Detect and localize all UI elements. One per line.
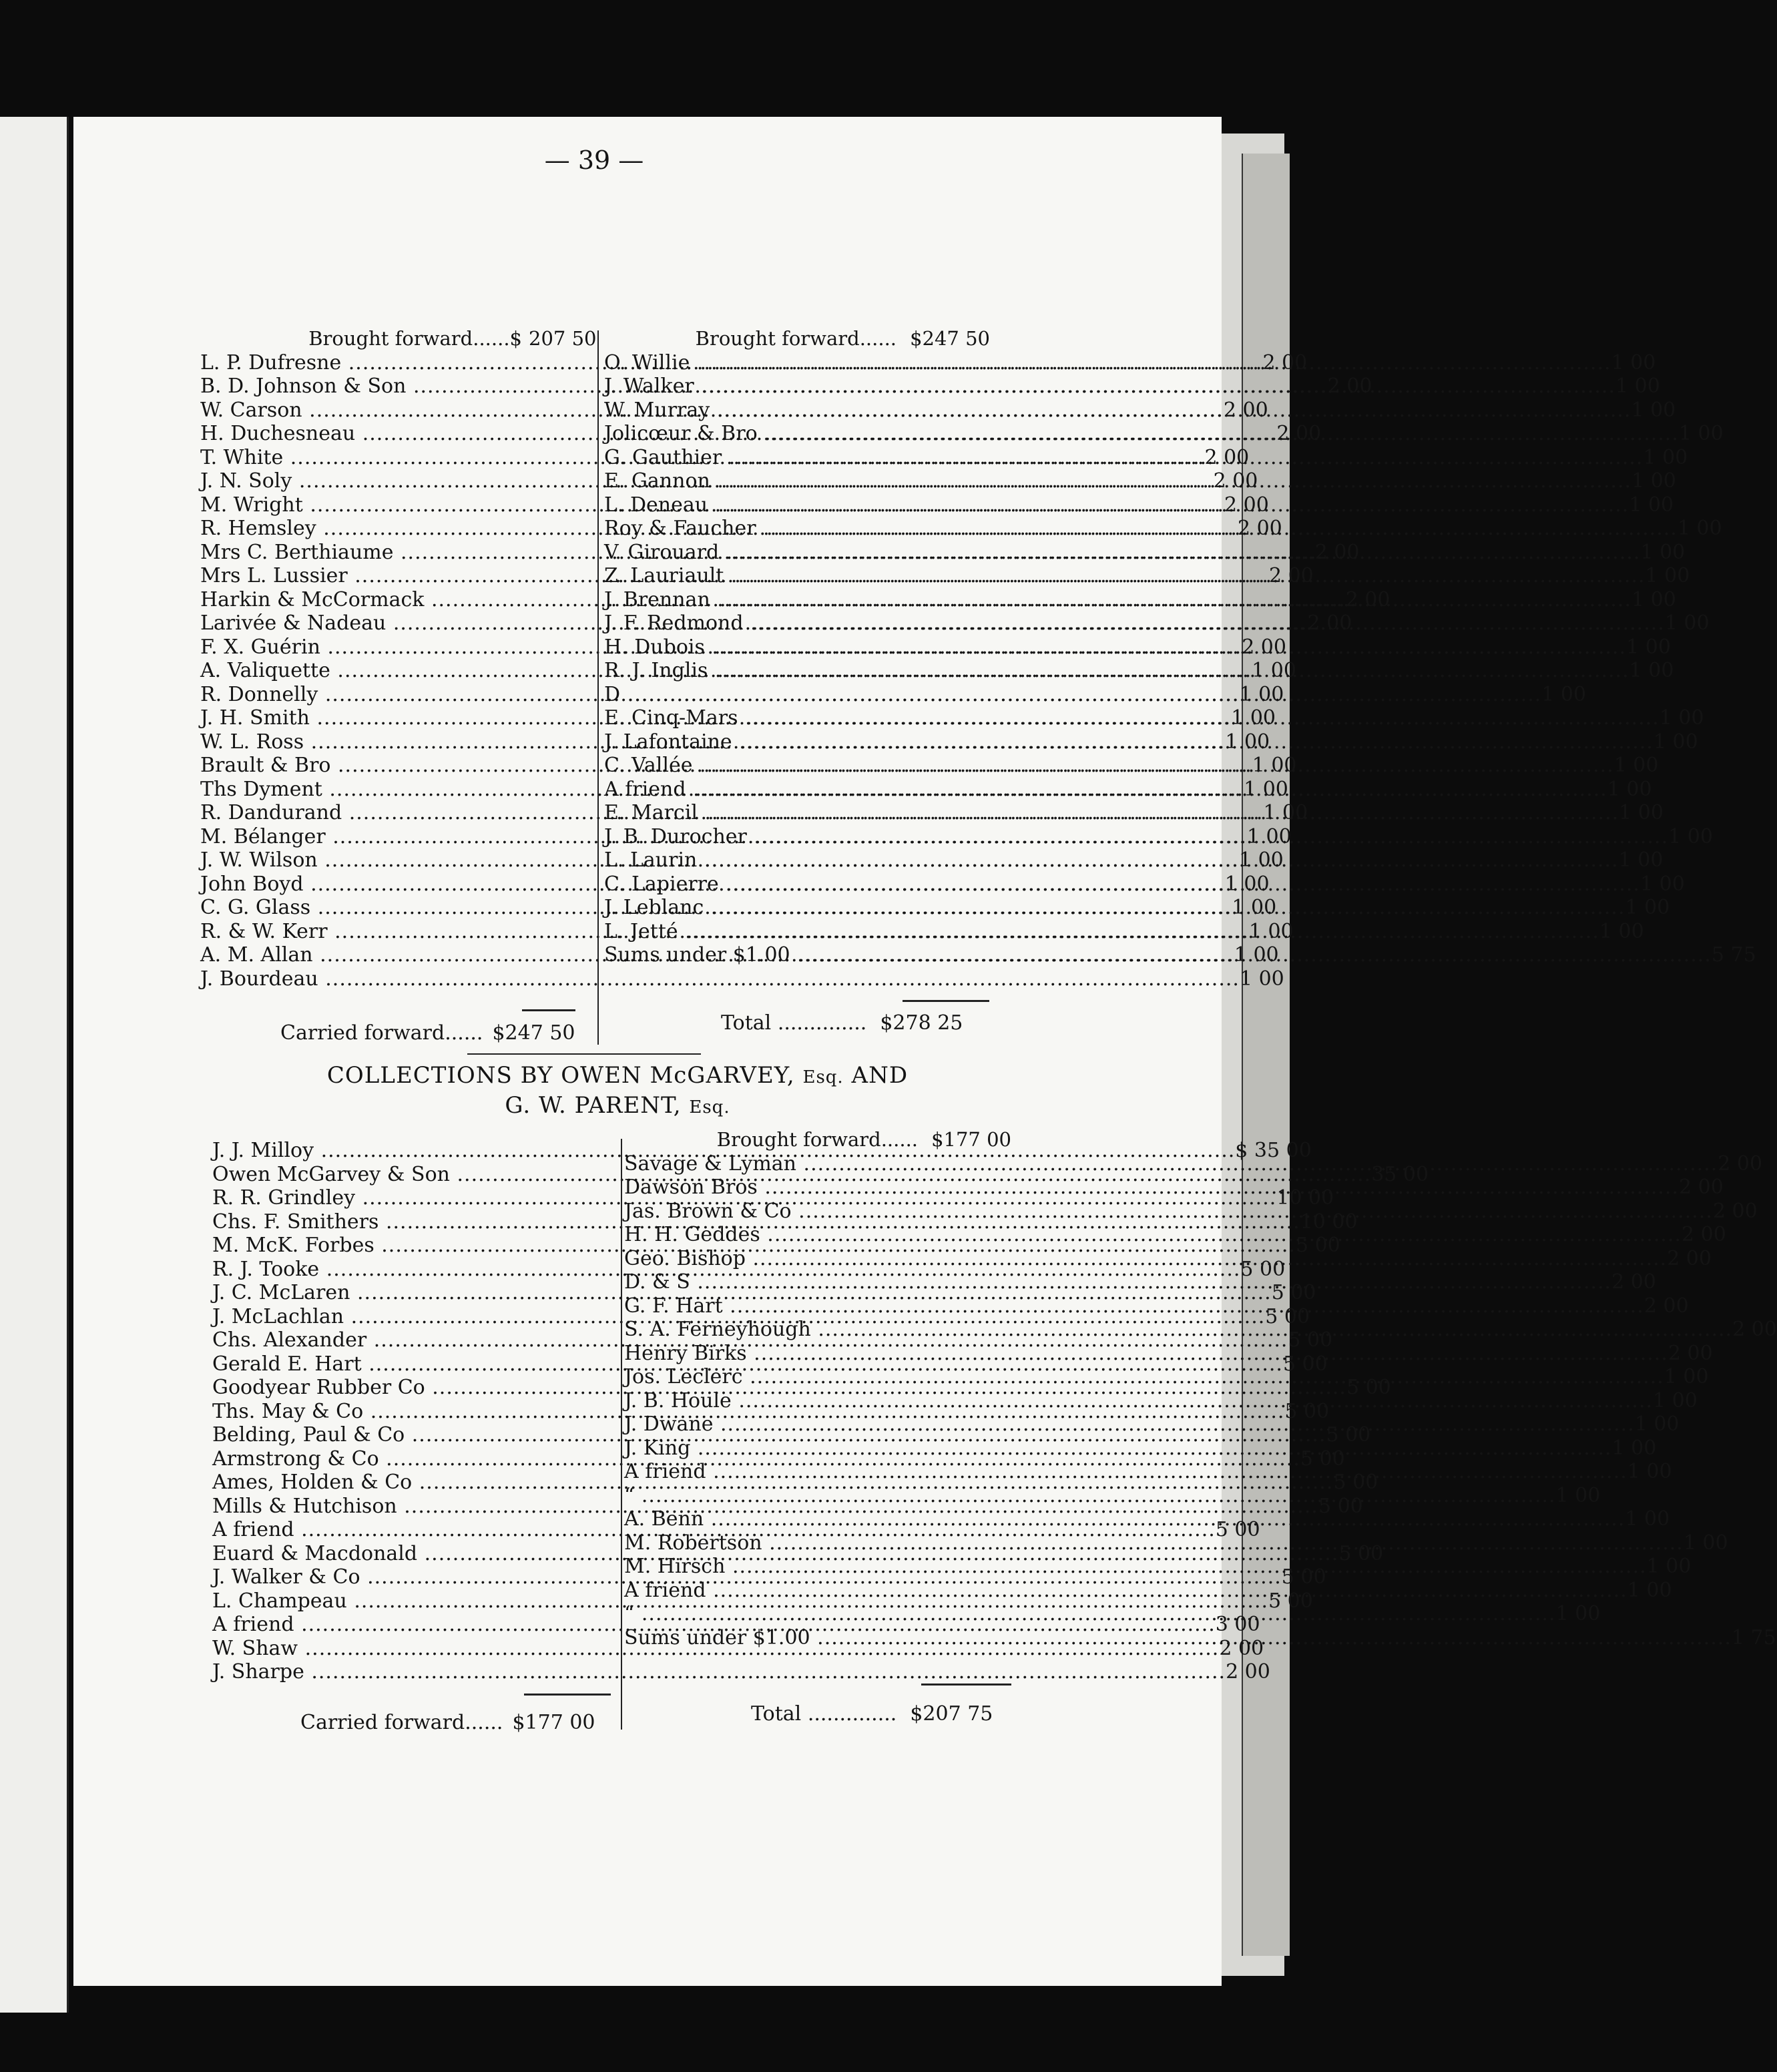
contribution-amount: 1 00 [1619, 801, 1664, 824]
contributor-name: “ ..... [624, 1484, 1556, 1508]
contribution-amount: 1 00 [1238, 848, 1284, 872]
contributor-name: V. Girouard ..... [604, 541, 1640, 565]
contributor-name: O. Willie ..... [604, 351, 1611, 375]
contribution-amount: 1 00 [1643, 445, 1688, 469]
contribution-amount: 1 00 [1626, 635, 1671, 659]
contribution-amount: 1 00 [1607, 777, 1652, 801]
carried-forward-amount: $247 50 [492, 1021, 575, 1045]
contribution-amount: 5 00 [1281, 1565, 1326, 1589]
contribution-amount: 1 00 [1629, 659, 1674, 682]
contribution-amount: 1 00 [1252, 754, 1297, 777]
contribution-amount: 2 00 [1262, 350, 1308, 374]
contributor-name: Sums under $1.00 ..... [604, 943, 1712, 967]
contribution-amount: 1 00 [1611, 350, 1656, 374]
contribution-amount: 2 00 [1611, 1270, 1656, 1294]
contributor-name: J. J. Milloy ..... [212, 1139, 1235, 1163]
contribution-amount: 5 00 [1282, 1352, 1328, 1376]
contribution-amount: 1 00 [1263, 801, 1308, 824]
contribution-amount: 1 00 [1244, 777, 1288, 801]
contributor-name: F. X. Guérin ..... [200, 635, 1242, 660]
contribution-amount: 2 00 [1643, 1294, 1689, 1318]
contributor-name: J. Dwane ..... [624, 1412, 1635, 1437]
contributor-name: W. Murray ..... [604, 399, 1631, 423]
contributor-name: J. Sharpe ..... [212, 1660, 1226, 1684]
contributor-name: A friend ..... [624, 1579, 1627, 1603]
contribution-amount: 1 00 [1677, 517, 1722, 540]
brought-forward-label: Brought forward...... [716, 1128, 918, 1151]
contributor-name: “ ..... [624, 1602, 1556, 1626]
contribution-amount: 2 00 [1213, 469, 1258, 493]
heading-line1: COLLECTIONS BY OWEN McGARVEY, [326, 1062, 795, 1089]
column-divider [621, 1139, 622, 1730]
brought-forward-amount: $177 00 [931, 1128, 1011, 1151]
contributor-name: Harkin & McCormack ..... [200, 588, 1346, 612]
contribution-amount: 5 00 [1338, 1541, 1384, 1565]
contribution-amount: 5 00 [1300, 1447, 1345, 1471]
carried-forward-row [280, 1021, 575, 1045]
brought-forward-row [604, 327, 990, 351]
contribution-amount: 2 00 [1276, 422, 1322, 445]
list-item [604, 919, 1644, 944]
contribution-amount: 35 00 [1371, 1162, 1429, 1186]
contribution-amount: 1 00 [1555, 1602, 1601, 1625]
contributor-name: B. D. Johnson & Son ..... [200, 374, 1328, 399]
total-amount: $278 25 [880, 1011, 963, 1035]
list-item [604, 682, 1587, 707]
contribution-amount: 2 00 [1681, 1223, 1726, 1246]
contributor-name: A. Valiquette ..... [200, 659, 1252, 683]
contributor-name: J. B. Houle ..... [624, 1389, 1653, 1413]
contribution-amount: 1 00 [1668, 824, 1713, 848]
contributor-name: John Boyd ..... [200, 872, 1225, 896]
contribution-amount: 1 00 [1646, 1555, 1692, 1578]
contribution-amount: 1 00 [1618, 848, 1664, 872]
brought-forward-amount: 207 50 [529, 327, 597, 350]
list-item [604, 801, 1664, 825]
brought-forward-row [200, 327, 597, 351]
contribution-amount: 1 00 [1555, 1483, 1601, 1507]
contribution-amount: 3 00 [1215, 1613, 1260, 1636]
list-item [200, 967, 1284, 991]
carried-forward-label: Carried forward...... [280, 1021, 483, 1045]
contributor-name: J. King ..... [624, 1437, 1612, 1461]
list-item [200, 682, 1284, 707]
list-item [604, 706, 1704, 730]
contributor-name: J. Brennan ..... [604, 588, 1631, 612]
contributor-name: Owen McGarvey & Son ..... [212, 1163, 1371, 1187]
contribution-amount: 1 00 [1640, 872, 1685, 896]
contributor-name: Dawson Bros ..... [624, 1176, 1679, 1200]
contributor-name: Larivée & Nadeau ..... [200, 611, 1308, 635]
contributor-name: Ths Dyment ..... [200, 778, 1244, 802]
contributor-name: Ths. May & Co ..... [212, 1400, 1284, 1424]
carried-forward-label: Carried forward...... [300, 1711, 503, 1734]
contributor-name: Brault & Bro ..... [200, 754, 1252, 778]
contribution-amount: 2 00 [1204, 445, 1250, 469]
contributor-name: Mrs L. Lussier ..... [200, 564, 1269, 588]
contributor-name: H. H. Geddes ..... [624, 1223, 1682, 1247]
contributor-name: A friend ..... [212, 1613, 1216, 1637]
sum-rule [921, 1684, 1011, 1686]
contribution-amount: 1 00 [1653, 1388, 1698, 1412]
contributor-name: J. N. Soly ..... [200, 469, 1214, 493]
contribution-amount: 1 00 [1625, 896, 1670, 919]
contribution-amount: 1 00 [1640, 540, 1686, 564]
total-label: Total .............. [751, 1702, 897, 1726]
contribution-amount: 2 00 [1219, 1636, 1264, 1660]
contribution-amount: 5 00 [1333, 1471, 1378, 1494]
total-label: Total .............. [721, 1011, 867, 1035]
contributor-name: A friend ..... [624, 1460, 1627, 1484]
contribution-amount: 1 00 [1634, 1412, 1680, 1436]
contributor-name: R. J. Tooke ..... [212, 1258, 1240, 1282]
contribution-amount: 1 00 [1252, 659, 1296, 682]
column-divider [597, 330, 599, 1045]
contributor-name: H. Dubois ..... [604, 635, 1626, 660]
contribution-amount: 5 00 [1284, 1399, 1330, 1423]
contribution-amount: 2 00 [1345, 587, 1390, 611]
sum-rule [524, 1694, 611, 1696]
contribution-amount: 1 00 [1239, 967, 1284, 991]
contribution-amount: 2 00 [1679, 1176, 1724, 1199]
heading-esq: Esq. [802, 1067, 844, 1087]
contribution-amount: 5 00 [1271, 1281, 1316, 1304]
contribution-amount: 2 00 [1226, 1660, 1270, 1684]
contribution-amount: 2 00 [1242, 635, 1286, 659]
contributor-name: Henry Birks ..... [624, 1342, 1668, 1366]
sum-rule [903, 1000, 989, 1002]
brought-forward-label: Brought forward...... [695, 327, 897, 350]
contributor-name: Gerald E. Hart ..... [212, 1352, 1283, 1376]
contribution-amount: 5 00 [1268, 1589, 1313, 1613]
contributor-name: Euard & Macdonald ..... [212, 1542, 1338, 1566]
contributor-name: M. Bélanger ..... [200, 825, 1247, 849]
contributor-name: R. Donnelly ..... [200, 683, 1240, 707]
list-item [604, 659, 1674, 683]
list-item [604, 943, 1756, 967]
contribution-amount: 5 00 [1215, 1518, 1260, 1541]
contributor-name: G. F. Hart ..... [624, 1294, 1644, 1318]
contribution-amount: 2 00 [1223, 398, 1268, 422]
contributor-name: Belding, Paul & Co ..... [212, 1423, 1326, 1447]
contributor-name: Chs. Alexander ..... [212, 1328, 1288, 1352]
contributor-name: L. Jetté ..... [604, 920, 1599, 944]
contribution-amount: 1 00 [1599, 919, 1644, 943]
contributor-name: Jos. Leclerc ..... [624, 1365, 1664, 1389]
contributor-name: E. Cinq-Mars ..... [604, 706, 1660, 730]
contributor-name: M. Wright ..... [200, 493, 1224, 517]
contribution-amount: 2 00 [1718, 1151, 1763, 1176]
brought-forward-amount: $247 50 [910, 327, 990, 350]
contributor-name: C. Vallée ..... [604, 754, 1614, 778]
contributor-name: A. Benn ..... [624, 1507, 1625, 1531]
contributor-name: J. Leblanc ..... [604, 896, 1625, 920]
contribution-amount: 1 00 [1231, 706, 1276, 730]
heading-line2: G. W. PARENT, [505, 1092, 682, 1119]
contribution-amount: 1 00 [1664, 1365, 1709, 1388]
contribution-amount: 2 00 [1712, 1199, 1758, 1223]
contribution-amount: 1 00 [1659, 706, 1704, 730]
contribution-amount: 1 00 [1246, 824, 1292, 848]
contribution-amount: 1 00 [1631, 587, 1676, 611]
contributor-name: Chs. F. Smithers ..... [212, 1210, 1300, 1234]
contributor-name: A friend ..... [212, 1518, 1216, 1542]
list-item [604, 848, 1664, 872]
contribution-amount: 5 00 [1295, 1234, 1340, 1257]
contributor-name: Z. Lauriault ..... [604, 564, 1645, 588]
contribution-amount: 5 00 [1265, 1304, 1310, 1328]
contributor-name: C. Lapierre ..... [604, 872, 1640, 896]
contributor-name: R. J. Inglis ..... [604, 659, 1629, 683]
contributor-name: R. & W. Kerr ..... [200, 920, 1249, 944]
contributor-name: J. Lafontaine ..... [604, 730, 1654, 754]
page-number: — 39 — [544, 146, 644, 175]
contributor-name: Goodyear Rubber Co ..... [212, 1376, 1346, 1400]
contributor-name: Geo. Bishop ..... [624, 1247, 1667, 1271]
contribution-amount: 10 00 [1276, 1186, 1334, 1210]
contribution-amount: 1 00 [1683, 1531, 1728, 1555]
contributor-name: M. Hirsch ..... [624, 1555, 1647, 1579]
list-item [604, 896, 1670, 920]
carried-forward-amount: $177 00 [512, 1711, 595, 1734]
contribution-amount: 2 00 [1268, 564, 1314, 587]
contributor-name: C. G. Glass ..... [200, 896, 1232, 920]
contributor-name: J. Bourdeau ..... [200, 967, 1240, 991]
contributor-name: J. McLachlan ..... [212, 1305, 1265, 1329]
contributor-name: J. B. Durocher ..... [604, 825, 1668, 849]
contributor-name: L. Champeau ..... [212, 1589, 1268, 1613]
adjacent-page-edge [0, 117, 69, 2013]
contribution-amount: 2 00 [1307, 611, 1352, 635]
contribution-amount: 2 00 [1732, 1318, 1777, 1341]
list-item [604, 872, 1685, 896]
contribution-amount: 1 00 [1627, 1578, 1672, 1602]
contributor-name: G. Gauthier ..... [604, 446, 1643, 470]
contribution-amount: 2 00 [1237, 517, 1282, 540]
contribution-amount: 2 00 [1224, 493, 1269, 517]
list-item [604, 754, 1659, 778]
contribution-amount: 1 00 [1239, 682, 1284, 706]
contributor-name: Roy & Faucher ..... [604, 517, 1678, 541]
contributor-name: D. & S ..... [624, 1270, 1611, 1294]
contribution-amount: 1 00 [1627, 1460, 1672, 1483]
contribution-amount: 1 00 [1653, 730, 1698, 754]
total-row [721, 1011, 963, 1035]
contributor-name: Mrs C. Berthiaume ..... [200, 541, 1315, 565]
contributor-name: E. Marcil ..... [604, 801, 1619, 825]
contributor-name: J. Walker & Co ..... [212, 1565, 1282, 1589]
list-item [604, 824, 1713, 849]
contribution-amount: 1 00 [1629, 493, 1674, 517]
contributor-name: D ..... [604, 683, 1541, 707]
contributor-name: R. Hemsley ..... [200, 517, 1238, 541]
contributor-name: S. A. Ferneyhough ..... [624, 1318, 1732, 1342]
contribution-amount: 1 00 [1225, 730, 1270, 754]
brought-forward-row [624, 1128, 1011, 1152]
contribution-amount: 2 00 [1327, 374, 1372, 398]
contributor-name: W. L. Ross ..... [200, 730, 1225, 754]
list-item [212, 1660, 1270, 1684]
contributor-name: Ames, Holden & Co ..... [212, 1471, 1333, 1495]
total-amount: $207 75 [910, 1702, 993, 1726]
contribution-amount: 1 00 [1631, 398, 1676, 422]
contributor-name: H. Duchesneau ..... [200, 422, 1276, 446]
contributor-name: Jolicœur & Bro ..... [604, 422, 1679, 446]
contribution-amount: 1 00 [1224, 872, 1270, 896]
contribution-amount: 5 00 [1288, 1328, 1333, 1352]
contributor-name: L. P. Dufresne ..... [200, 351, 1262, 375]
contribution-amount: 1 00 [1541, 682, 1587, 706]
contributor-name: J. H. Smith ..... [200, 706, 1231, 730]
list-item [604, 777, 1652, 802]
contribution-amount: 1 00 [1248, 919, 1294, 943]
contributor-name: J. W. Wilson ..... [200, 848, 1239, 872]
contributor-name: M. McK. Forbes ..... [212, 1234, 1296, 1258]
contribution-amount: 2 00 [1667, 1246, 1712, 1270]
contribution-amount: 1 00 [1611, 1436, 1657, 1460]
contributor-name: Sums under $1.00 ..... [624, 1626, 1732, 1650]
contributor-name: W. Shaw ..... [212, 1637, 1219, 1661]
contributor-name: T. White ..... [200, 446, 1204, 470]
contributor-name: R. R. Grindley ..... [212, 1186, 1276, 1210]
contribution-amount: 1 00 [1645, 564, 1690, 587]
heading-esq: Esq. [689, 1097, 730, 1117]
sum-rule [522, 1009, 575, 1011]
contributor-name: E. Gannon ..... [604, 469, 1631, 493]
contributor-name: Jas. Brown & Co ..... [624, 1200, 1713, 1224]
contribution-amount: 1 00 [1631, 469, 1676, 493]
contribution-amount: 1 00 [1615, 374, 1660, 398]
contribution-amount: 5 00 [1346, 1376, 1391, 1399]
contributor-name: A friend ..... [604, 778, 1607, 802]
contribution-amount: 1 00 [1678, 422, 1724, 445]
contributor-name: M. Robertson ..... [624, 1531, 1684, 1555]
contributor-name: R. Dandurand ..... [200, 801, 1263, 825]
contribution-amount: 1 75 [1731, 1625, 1776, 1649]
contribution-amount: 1 00 [1625, 1507, 1670, 1531]
total-row [751, 1702, 993, 1726]
contribution-amount: 1 00 [1234, 943, 1279, 967]
contribution-amount: 5 75 [1711, 943, 1756, 967]
contribution-amount: $ 35 00 [1235, 1139, 1312, 1162]
contribution-amount: 5 00 [1240, 1257, 1286, 1281]
contributor-name: Savage & Lyman ..... [624, 1152, 1718, 1176]
contribution-amount: 2 00 [1668, 1341, 1713, 1365]
contributor-name: L. Deneau ..... [604, 493, 1629, 517]
contributor-name: Armstrong & Co ..... [212, 1447, 1300, 1471]
contributor-name: J. C. McLaren ..... [212, 1281, 1272, 1305]
contribution-amount: 5 00 [1326, 1423, 1371, 1447]
contribution-amount: 5 00 [1318, 1494, 1363, 1518]
contribution-amount: 2 00 [1314, 540, 1360, 564]
contribution-amount: 1 00 [1232, 896, 1277, 919]
carried-forward-row [300, 1711, 595, 1734]
heading-and: AND [851, 1062, 909, 1089]
contribution-amount: 10 00 [1300, 1210, 1358, 1234]
contributor-name: J. Walker ..... [604, 374, 1615, 399]
contributor-name: A. M. Allan ..... [200, 943, 1234, 967]
contribution-amount: 1 00 [1664, 611, 1710, 635]
contributor-name: W. Carson ..... [200, 399, 1224, 423]
heading-rule [467, 1053, 701, 1055]
collections-heading [200, 1061, 1035, 1121]
list-item [604, 730, 1698, 754]
contributor-name: L. Laurin ..... [604, 848, 1619, 872]
contribution-amount: 1 00 [1613, 754, 1659, 777]
contributor-name: J. F. Redmond ..... [604, 611, 1665, 635]
brought-forward-label: Brought forward......$ [308, 327, 522, 350]
contributor-name: Mills & Hutchison ..... [212, 1495, 1318, 1519]
